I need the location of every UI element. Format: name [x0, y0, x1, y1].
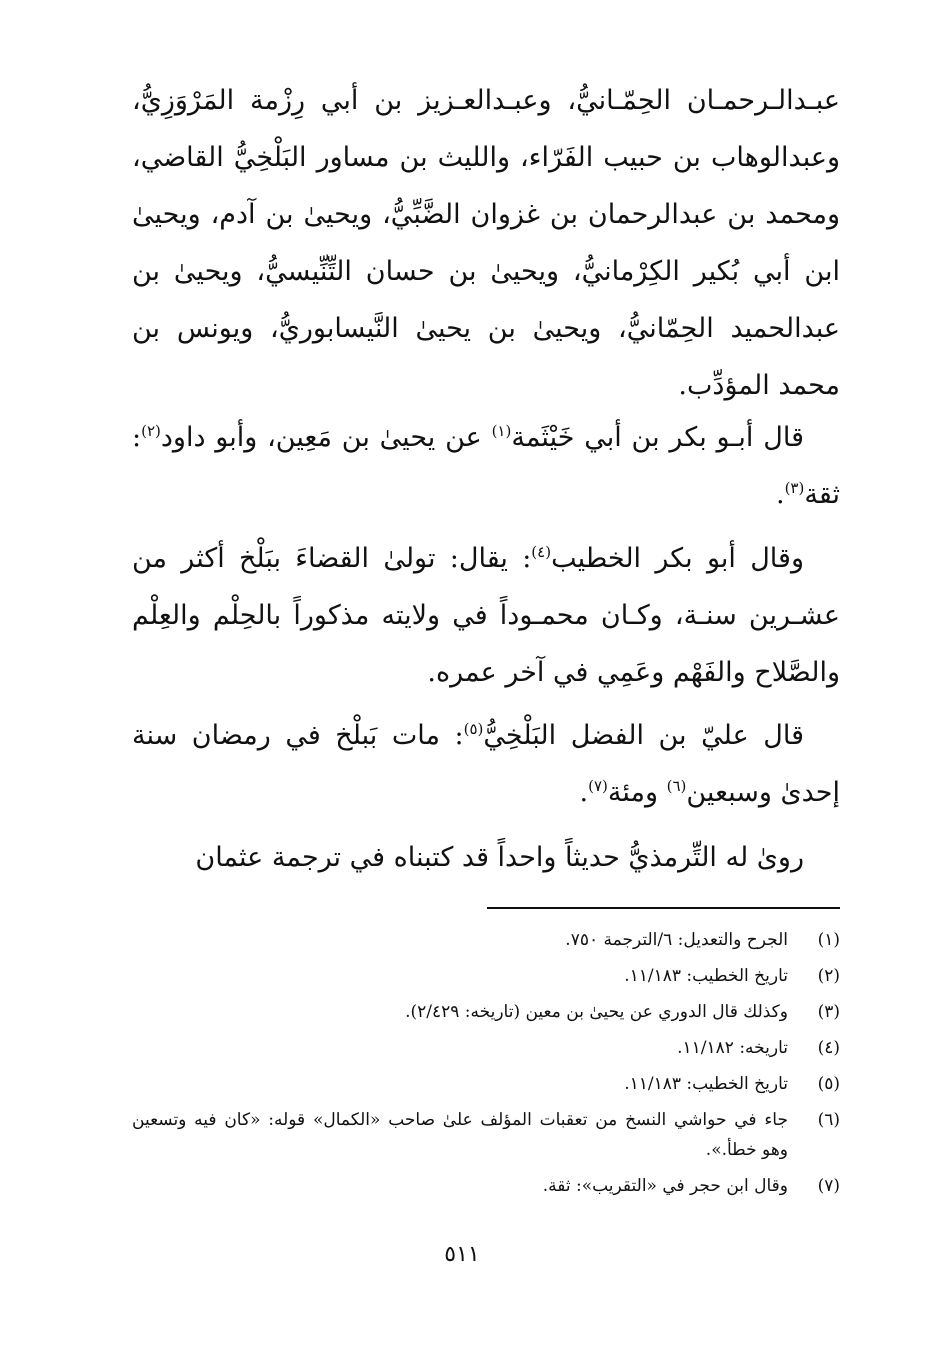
body-paragraph-3: [132, 530, 840, 701]
footnote-number: (٦): [817, 1110, 840, 1130]
footnote-item: [132, 1033, 840, 1063]
footnote-ref-1[interactable]: (١): [491, 422, 512, 440]
footnote-text: جاء في حواشي النسخ من تعقبات المؤلف علىٰ صاحب «الكمال» قوله: «كان فيه وتسعين وهو خطأ.».: [132, 1110, 788, 1160]
body-paragraph-5: رویٰ له التِّرمذيُّ حديثاً واحداً قد كتبناه في ترجمة عثمان: [195, 842, 804, 873]
footnote-text: تاريخ الخطيب: ١١/١٨٣.: [624, 1074, 788, 1094]
footnotes-list: [132, 925, 840, 1207]
footnote-item: [132, 1105, 840, 1165]
paragraph-text: ومئة: [607, 777, 667, 808]
footnote-ref-5[interactable]: (٥): [463, 720, 484, 738]
footnote-item: [132, 997, 840, 1027]
footnote-item: [132, 961, 840, 991]
paragraph-text: : يقال: تولىٰ القضاءَ ببَلْخ أكثر من عشـرين سنـة، وكـان محمـوداً في ولايته مذكوراً بالحِلْم والعِلْم والصَّلاح والفَهْم وعَمِي في آخر عمره.: [132, 543, 840, 688]
footnote-item: [132, 925, 840, 955]
footnote-ref-3[interactable]: (٣): [784, 479, 805, 497]
footnote-number: (٤): [817, 1038, 840, 1058]
footnote-number: (٧): [817, 1176, 840, 1196]
footnote-text: تاريخه: ١١/١٨٢.: [677, 1038, 788, 1058]
footnote-ref-4[interactable]: (٤): [531, 543, 552, 561]
paragraph-text: .: [579, 777, 589, 808]
footnote-text: وكذلك قال الدوري عن يحيىٰ بن معين (تاريخه: ٢/٤٢٩).: [405, 1002, 788, 1022]
body-paragraph-4: [132, 707, 840, 821]
footnote-ref-2[interactable]: (٢): [141, 422, 161, 440]
paragraph-text: وقال أبو بكر الخطيب: [551, 543, 804, 574]
footnote-ref-6[interactable]: (٦): [666, 777, 687, 795]
footnote-ref-7[interactable]: (٧): [588, 777, 608, 795]
footnote-item: [132, 1069, 840, 1099]
paragraph-text: قال عليّ بن الفضل البَلْخِيُّ: [483, 720, 804, 751]
footnote-text: تاريخ الخطيب: ١١/١٨٣.: [624, 966, 788, 986]
footnote-item: [132, 1171, 840, 1201]
footnote-number: (٢): [817, 966, 840, 986]
footnote-number: (٣): [817, 1002, 840, 1022]
footnote-number: (٥): [817, 1074, 840, 1094]
paragraph-text: قال أبـو بكر بن أبي خَيْثَمة: [511, 422, 804, 453]
paragraph-text: .: [775, 479, 785, 510]
paragraph-text: عن يحيىٰ بن مَعِين، وأبو داود: [160, 422, 492, 453]
body-paragraph-2: [132, 409, 840, 523]
footnote-text: الجرح والتعديل: ٦/الترجمة ٧٥٠.: [565, 930, 788, 950]
footnote-number: (١): [817, 930, 840, 950]
footnote-text: وقال ابن حجر في «التقريب»: ثقة.: [542, 1176, 788, 1196]
body-paragraph-1: عبـدالـرحمـان الحِمّـانيُّ، وعبـدالعـزيز بن أبي رِزْمة المَرْوَزِيُّ، وعبدالوهاب بن حبيب الفَرّاء، والليث بن مساور البَلْخِيُّ القاضي، ومحمد بن عبدالرحمان بن غزوان الضَّبِّيُّ، ويحيىٰ بن آدم، ويحيىٰ ابن أبي بُكير الكِرْمانيُّ، ويحيىٰ بن حسان التِّنِّيسيُّ، ويحيىٰ بن عبدالحميد الحِمّانيُّ، ويحيىٰ بن يحيىٰ النَّيسابوريُّ، ويونس بن محمد المؤدِّب.: [132, 85, 840, 401]
footnote-divider: [487, 907, 840, 909]
paragraph-text: : ثقة: [132, 422, 840, 510]
paragraph-text: : مات بَبلْخ في رمضان سنة إحدىٰ وسبعين: [132, 720, 840, 808]
page-number: ٥١١: [444, 1242, 480, 1267]
